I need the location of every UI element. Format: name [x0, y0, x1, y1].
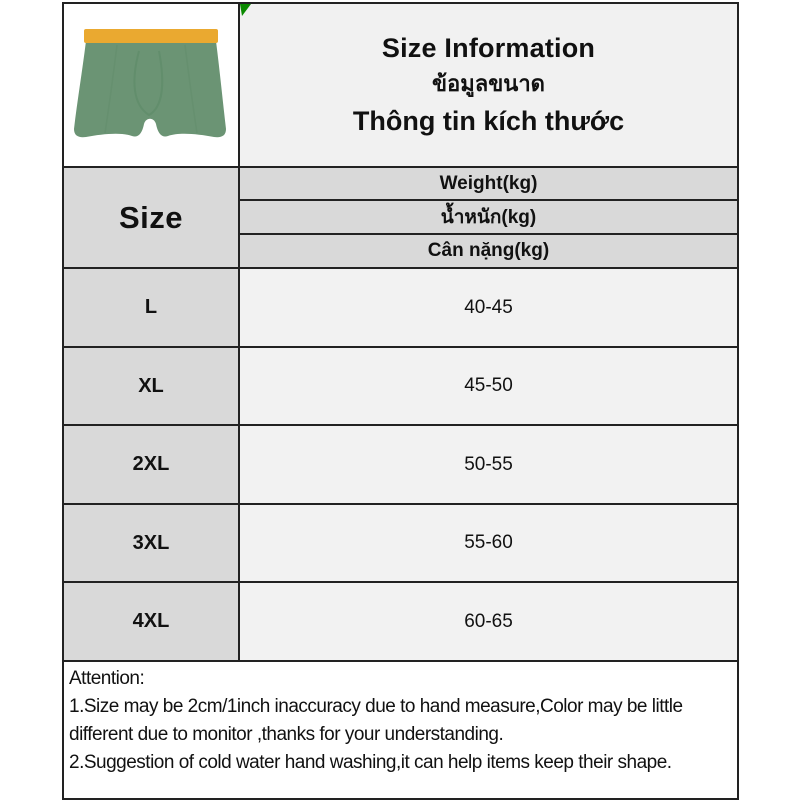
size-column-header: Size — [63, 167, 239, 268]
weight-range-2xl: 50-55 — [239, 425, 738, 504]
table-row — [63, 425, 738, 504]
size-value-l: L — [63, 268, 239, 347]
attention-line-2: different due to monitor ,thanks for your understanding. — [69, 724, 504, 745]
product-image — [65, 7, 237, 163]
size-value-2xl: 2XL — [63, 425, 239, 504]
size-value-xl: XL — [63, 347, 239, 425]
weight-header-thai: น้ำหนัก(kg) — [239, 200, 738, 234]
cell-corner-marker-icon — [240, 4, 254, 18]
table-row — [63, 504, 738, 582]
weight-header-english: Weight(kg) — [239, 167, 738, 200]
size-value-3xl: 3XL — [63, 504, 239, 582]
title-english: Size Information — [381, 33, 596, 63]
weight-range-3xl: 55-60 — [239, 504, 738, 582]
title-cell — [239, 3, 738, 167]
attention-title: Attention: — [69, 668, 145, 689]
size-value-4xl: 4XL — [63, 582, 239, 661]
attention-note-cell — [63, 661, 738, 799]
weight-range-xl: 45-50 — [239, 347, 738, 425]
weight-header-vietnamese: Cân nặng(kg) — [239, 234, 738, 268]
table-row — [63, 347, 738, 425]
weight-range-4xl: 60-65 — [239, 582, 738, 661]
size-table — [62, 2, 739, 800]
attention-line-1: 1.Size may be 2cm/1inch inaccuracy due to hand measure,Color may be little — [69, 696, 683, 717]
title-vietnamese: Thông tin kích thước — [352, 106, 625, 136]
title-thai: ข้อมูลขนาด — [432, 71, 545, 96]
weight-range-l: 40-45 — [239, 268, 738, 347]
product-image-cell — [63, 3, 239, 167]
attention-line-3: 2.Suggestion of cold water hand washing,it can help items keep their shape. — [69, 752, 672, 773]
table-row — [63, 582, 738, 661]
table-row — [63, 268, 738, 347]
